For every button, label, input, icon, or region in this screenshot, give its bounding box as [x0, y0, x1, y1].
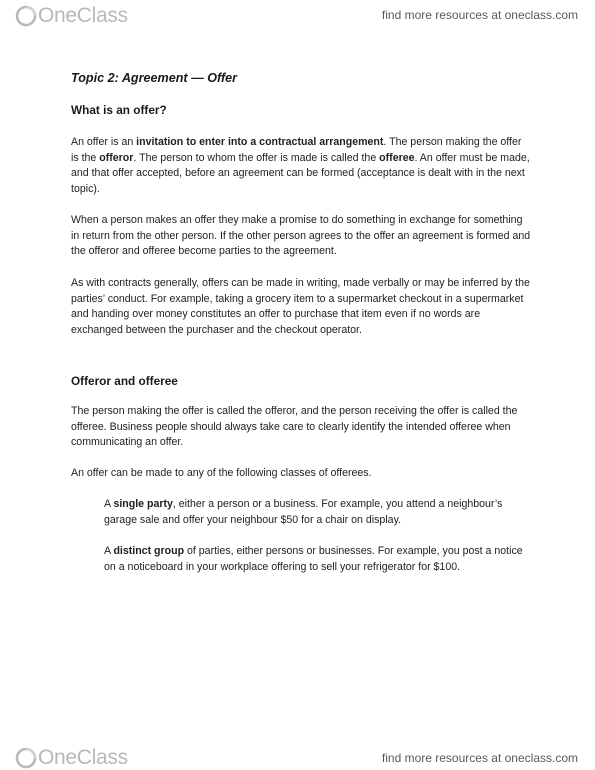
oneclass-logo-icon [14, 747, 40, 769]
oneclass-logo[interactable] [14, 4, 128, 28]
list-item-distinct-group: A distinct group of parties, either persons or businesses. For example, you post a notice on a noticeboard in your workplace offering to sell your refrigerator for $100. [104, 545, 523, 573]
resources-link[interactable]: find more resources at oneclass.com [381, 8, 578, 22]
logo-text: OneClass [38, 4, 128, 27]
oneclass-footer-logo[interactable] [14, 746, 128, 770]
paragraph-offeror-offeree: The person making the offer is called the offeror, and the person receiving the offer is called the offeree. Business people should always take care to clearly identify the intended offeree when communicating an offer. [71, 405, 518, 449]
resources-link[interactable]: find more resources at oneclass.com [381, 751, 578, 765]
paragraph-definition: An offer is an invitation to enter into a contractual arrangement. The person making the offer is the offeror. The person to whom the offer is made is called the offeree. An offer must be made, and that offer accepted, before an agreement can be formed (acceptance is dealt with in the next topic). [71, 136, 530, 195]
section-heading-offeror-offeree: Offeror and offeree [71, 374, 178, 388]
topic-title: Topic 2: Agreement — Offer [71, 71, 238, 85]
logo-text: OneClass [38, 746, 128, 769]
paragraph-promise: When a person makes an offer they make a promise to do something in exchange for something in return from the other person. If the other person agrees to the offer an agreement is formed and the offeror and offeree become parties to the agreement. [71, 214, 531, 258]
page-footer [0, 740, 595, 770]
paragraph-conduct: As with contracts generally, offers can be made in writing, made verbally or may be inferred by the parties’ conduct. For example, taking a grocery item to a supermarket checkout in a supermarket and handing over money constitutes an offer to purchase that item even if no words are exchanged between the purchaser and the checkout operator. [71, 277, 530, 336]
oneclass-logo-icon [14, 5, 40, 27]
paragraph-classes: An offer can be made to any of the following classes of offerees. [71, 467, 372, 479]
section-heading-what-is-offer: What is an offer? [71, 103, 167, 117]
list-item-single-party: A single party, either a person or a business. For example, you attend a neighbour’s garage sale and offer your neighbour $50 for a chair on display. [104, 498, 503, 526]
page-header [0, 0, 595, 30]
